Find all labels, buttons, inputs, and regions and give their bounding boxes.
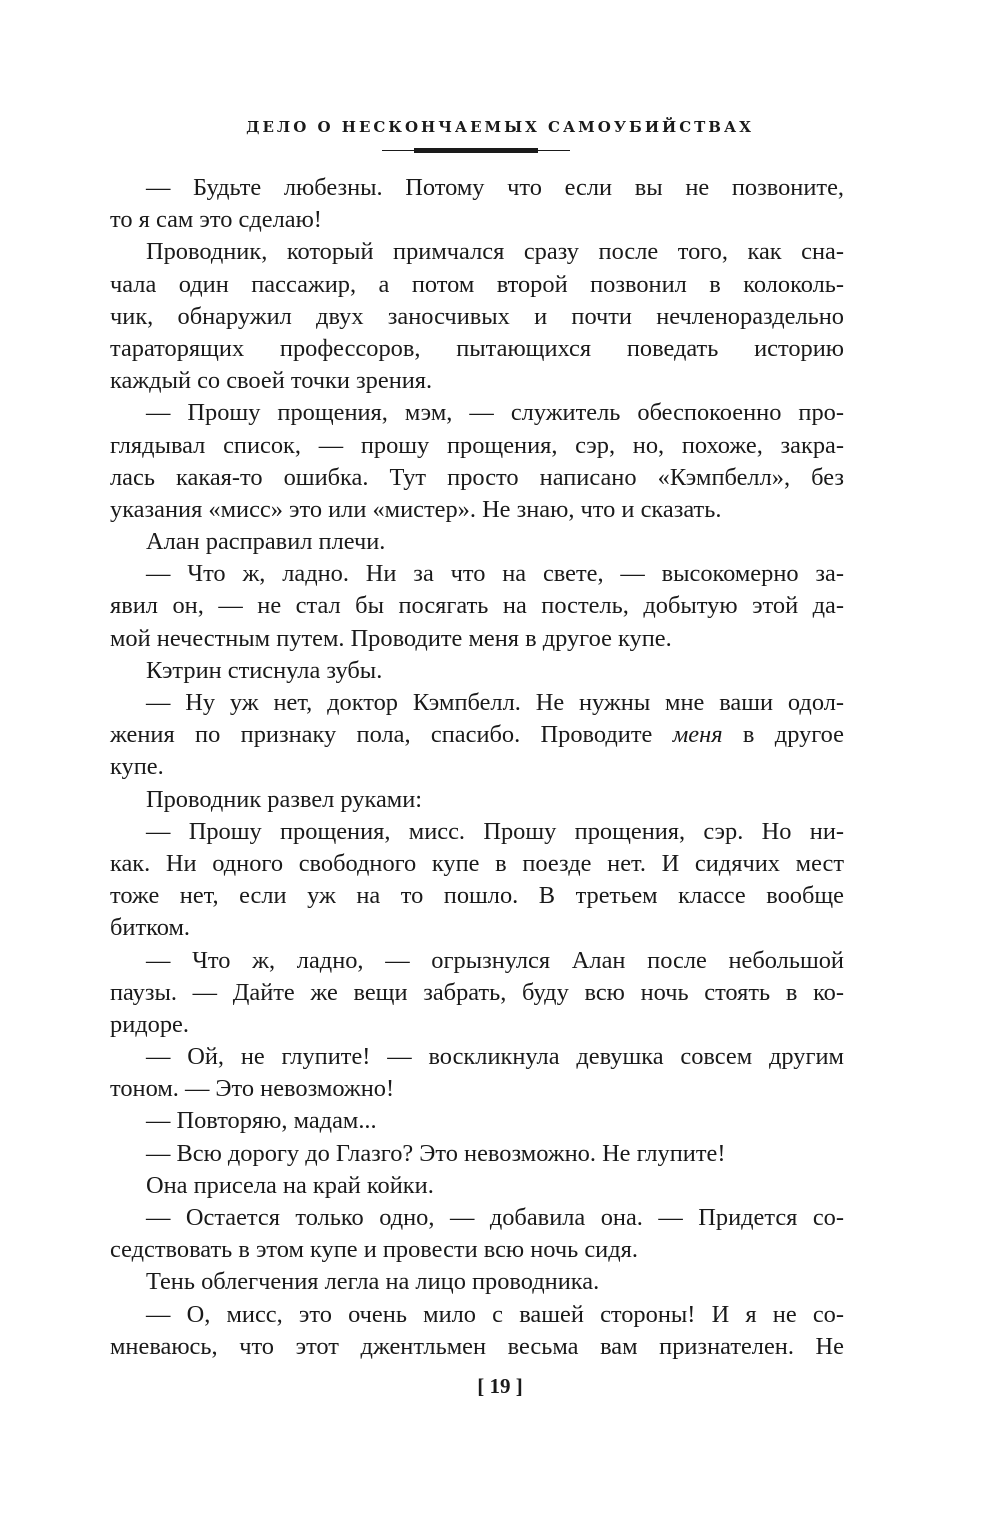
body-text [110,172,844,1363]
running-head: ДЕЛО О НЕСКОНЧАЕМЫХ САМОУБИЙСТВАХ [246,118,754,136]
text-line: мой нечестным путем. Проводите меня в другое купе. [110,624,672,652]
text-line: жения по признаку пола, спасибо. Проводите меня в другое [110,721,844,749]
text-line: глядывал список, — прошу прощения, сэр, но, похоже, закра- [110,431,844,459]
text-line: — О, мисс, это очень мило с вашей стороны! И я не со- [146,1300,844,1328]
page-number: [ 19 ] [477,1374,523,1398]
text-line: Проводник развел руками: [146,785,423,813]
text-line: ридоре. [110,1010,189,1038]
text-line: то я сам это сделаю! [110,206,322,234]
text-line: Тень облегчения легла на лицо проводника. [146,1268,600,1296]
text-line: седствовать в этом купе и провести всю ночь сидя. [110,1236,638,1264]
text-line: явил он, — не стал бы посягать на постель, добытую этой да- [110,592,844,620]
text-line: каждый со своей точки зрения. [110,367,433,395]
text-line: — Будьте любезны. Потому что если вы не позвоните, [146,174,844,201]
text-line: Кэтрин стиснула зубы. [146,656,383,684]
text-line: — Остается только одно, — добавила она. — Придется со- [146,1204,844,1231]
text-line: — Прошу прощения, мэм, — служитель обеспокоенно про- [146,399,844,427]
text-line: — Ну уж нет, доктор Кэмпбелл. Не нужны мне ваши одол- [146,689,844,716]
text-line: — Что ж, ладно. Ни за что на свете, — высокомерно за- [146,560,844,588]
text-line: чик, обнаружил двух заносчивых и почти нечленораздельно [110,302,844,330]
text-line: паузы. — Дайте же вещи забрать, буду всю ночь стоять в ко- [110,978,844,1006]
text-line: — Ой, не глупите! — воскликнула девушка совсем другим [146,1043,844,1071]
text-line: — Всю дорогу до Глазго? Это невозможно. Не глупите! [146,1139,726,1167]
text-line: мневаюсь, что этот джентльмен весьма вам признателен. Не [110,1332,844,1360]
text-line: Она присела на край койки. [146,1171,434,1199]
text-line: купе. [110,753,164,781]
text-line: лась какая-то ошибка. Тут просто написано «Кэмпбелл», без [110,463,844,491]
text-line: чала один пассажир, а потом второй позвонил в колоколь- [110,270,844,298]
text-line: — Прошу прощения, мисс. Прошу прощения, сэр. Но ни- [146,817,844,845]
text-line: Проводник, который примчался сразу после того, как сна- [146,238,844,266]
text-line: — Что ж, ладно, — огрызнулся Алан после небольшой [146,946,844,974]
text-line: Алан расправил плечи. [146,528,386,556]
text-line: тоже нет, если уж на то пошло. В третьем классе вообще [110,882,844,910]
text-line: тараторящих профессоров, пытающихся поведать историю [110,334,844,362]
text-line: тоном. — Это невозможно! [110,1075,395,1103]
text-line: битком. [110,914,190,942]
emphasized-word: меня [672,721,723,749]
text-line: указания «мисс» это или «мистер». Не знаю, что и сказать. [110,495,722,523]
text-line: как. Ни одного свободного купе в поезде нет. И сидячих мест [110,849,844,877]
text-line: — Повторяю, мадам... [146,1107,377,1135]
head-rule-accent [414,148,538,153]
